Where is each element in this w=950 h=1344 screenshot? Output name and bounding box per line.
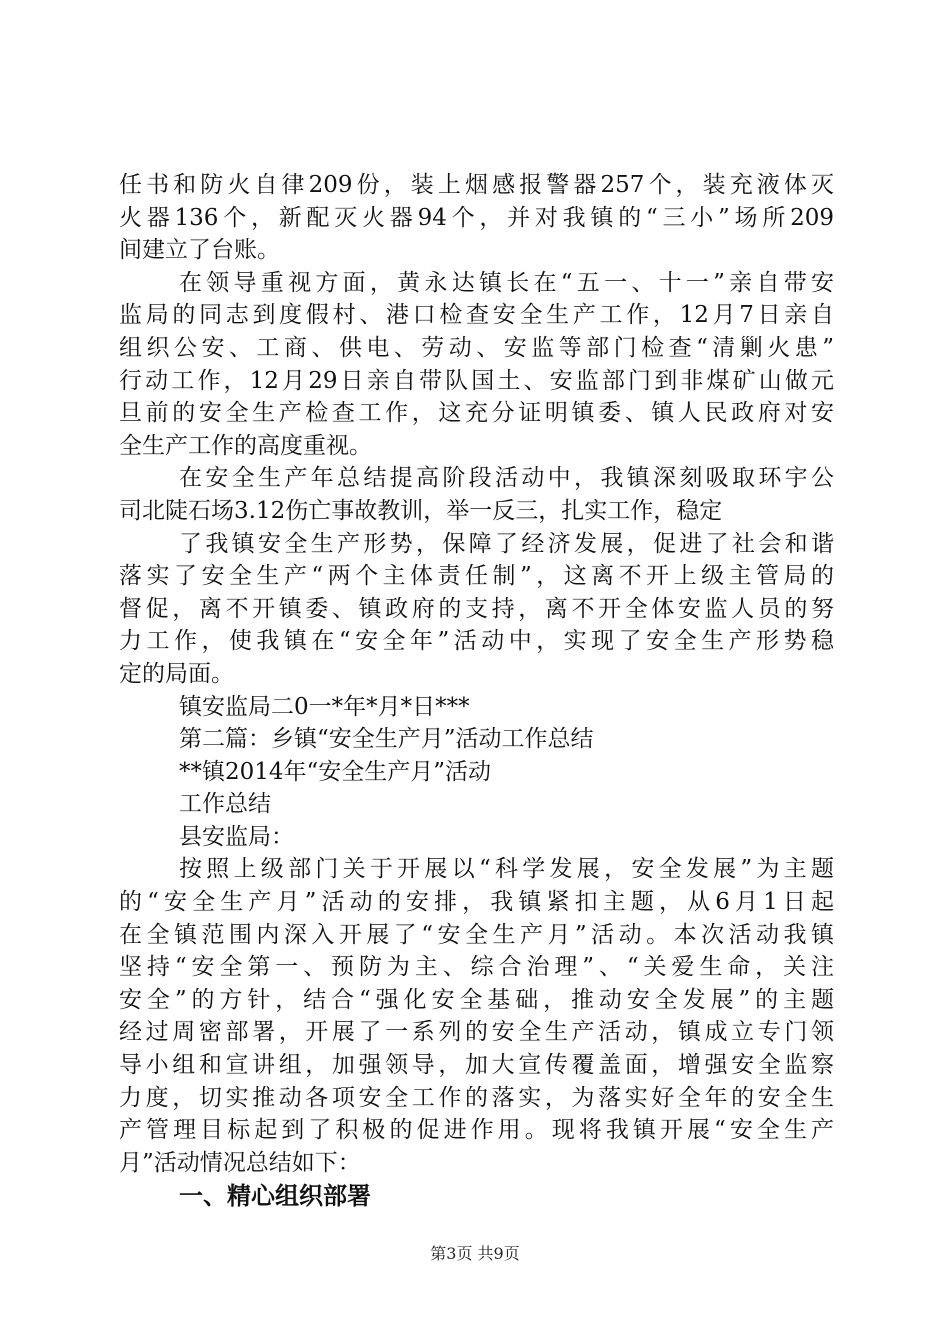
text-line: 了我镇安全生产形势，保障了经济发展，促进了社会和谐 <box>179 530 834 557</box>
text-line: 旦前的安全生产检查工作，这充分证明镇委、镇人民政府对安 <box>119 400 834 427</box>
signature-line: 镇安监局二0一*年*月*日*** <box>179 693 470 720</box>
text-line: 的“安全生产月”活动的安排，我镇紧扣主题，从6月1日起 <box>119 889 834 916</box>
text-line: 司北陡石场3.12伤亡事故教训，举一反三，扎实工作，稳定 <box>119 497 723 524</box>
text-line: 落实了安全生产“两个主体责任制”，这离不开上级主管局的 <box>119 563 834 590</box>
text-line: 定的局面。 <box>119 660 234 687</box>
text-line: 月”活动情况总结如下： <box>119 1149 361 1176</box>
text-line: 经过周密部署，开展了一系列的安全生产活动，镇成立专门领 <box>119 1019 834 1046</box>
text-line: 监局的同志到度假村、港口检查安全生产工作，12月7日亲自 <box>119 302 834 329</box>
text-line: 在全镇范围内深入开展了“安全生产月”活动。本次活动我镇 <box>119 921 834 948</box>
text-line: 力工作，使我镇在“安全年”活动中，实现了安全生产形势稳 <box>119 628 834 655</box>
section-heading: 一、精心组织部署 <box>179 1182 371 1211</box>
text-line: 间建立了台账。 <box>119 237 280 264</box>
text-line: 火器136个，新配灭火器94个，并对我镇的“三小”场所209 <box>119 204 834 231</box>
text-line: 行动工作，12月29日亲自带队国土、安监部门到非煤矿山做元 <box>119 367 834 394</box>
text-line: 按照上级部门关于开展以“科学发展，安全发展”为主题 <box>179 856 834 883</box>
report-subtitle: 工作总结 <box>179 791 271 818</box>
text-line: 在安全生产年总结提高阶段活动中，我镇深刻吸取环宇公 <box>179 465 834 492</box>
text-line: 力度，切实推动各项安全工作的落实，为落实好全年的安全生 <box>119 1084 834 1111</box>
text-line: 在领导重视方面，黄永达镇长在“五一、十一”亲自带安 <box>179 269 834 296</box>
text-line: 安全”的方针，结合“强化安全基础，推动安全发展”的主题 <box>119 986 834 1013</box>
text-line: 产管理目标起到了积极的促进作用。现将我镇开展“安全生产 <box>119 1117 834 1144</box>
recipient-line: 县安监局： <box>179 823 294 850</box>
text-line: 任书和防火自律209份，装上烟感报警器257个，装充液体灭 <box>119 172 834 198</box>
text-line: 督促，离不开镇委、镇政府的支持，离不开全体安监人员的努 <box>119 595 834 622</box>
text-line: 组织公安、工商、供电、劳动、安监等部门检查“清剿火患” <box>119 334 834 361</box>
page-number-footer: 第3页 共9页 <box>430 1244 520 1263</box>
report-title: **镇2014年“安全生产月”活动 <box>179 758 492 785</box>
text-line: 全生产工作的高度重视。 <box>119 432 372 459</box>
text-line: 导小组和宣讲组，加强领导，加大宣传覆盖面，增强安全监察 <box>119 1052 834 1079</box>
text-line: 坚持“安全第一、预防为主、综合治理”、“关爱生命，关注 <box>119 954 834 981</box>
chapter-title: 第二篇：乡镇“安全生产月”活动工作总结 <box>179 726 594 753</box>
document-body <box>119 169 834 1215</box>
